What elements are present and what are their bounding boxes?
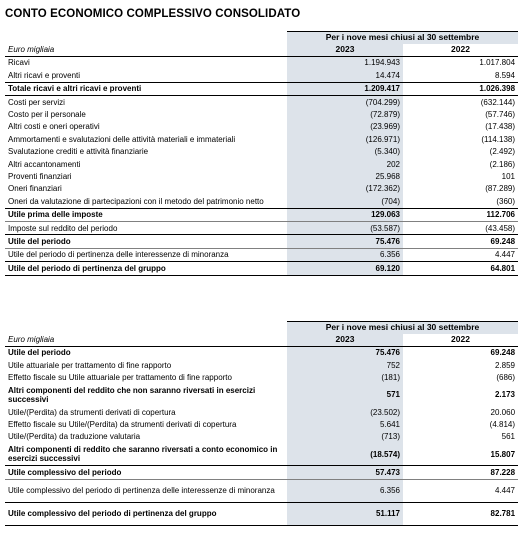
row-label: Altri ricavi e proventi <box>8 70 81 80</box>
row-label: Utile prima delle imposte <box>5 208 287 221</box>
income-statement-table <box>5 31 518 276</box>
row-label: Ricavi <box>8 58 30 68</box>
row-label: Totale ricavi e altri ricavi e proventi <box>5 82 287 95</box>
value-2023: 69.120 <box>287 262 403 275</box>
year-2022-header: 2022 <box>403 334 518 347</box>
year-header-row <box>5 44 518 57</box>
value-2022: 112.706 <box>403 208 518 221</box>
table-row <box>5 96 518 109</box>
value-2023: 571 <box>287 384 403 406</box>
value-2022: 64.801 <box>403 262 518 275</box>
value-2023: (18.574) <box>287 443 403 466</box>
table-row <box>5 479 518 502</box>
row-label: Altri accantonamenti <box>8 159 81 169</box>
value-2022: 1.026.398 <box>403 82 518 95</box>
value-2022: 561 <box>501 432 516 442</box>
value-2023: (72.879) <box>287 109 403 121</box>
year-2022-header: 2022 <box>403 44 518 57</box>
row-label: Effetto fiscale su Utile attuariale per trattamento di fine rapporto <box>8 373 232 383</box>
value-2023: 1.194.943 <box>287 57 403 70</box>
value-2023: (5.340) <box>287 146 403 158</box>
table-row <box>5 372 518 384</box>
value-2023: 51.117 <box>287 502 403 525</box>
value-2022: (2.492) <box>489 147 516 157</box>
unit-label: Euro migliaia <box>5 334 287 347</box>
value-2023: (53.587) <box>287 222 403 235</box>
table-row <box>5 222 518 235</box>
value-2022: (17.438) <box>485 122 516 132</box>
row-label: Utile complessivo del periodo <box>5 466 287 479</box>
value-2022: 20.060 <box>490 407 516 417</box>
table-row <box>5 347 518 360</box>
value-2022: (87.289) <box>485 184 516 194</box>
value-2023: 75.476 <box>287 347 403 360</box>
table-row <box>5 406 518 418</box>
year-header-row <box>5 334 518 347</box>
table-row <box>5 248 518 261</box>
row-label: Svalutazione crediti e attività finanziarie <box>8 147 149 157</box>
row-label: Altri costi e oneri operativi <box>8 122 100 132</box>
value-2022: (57.746) <box>485 110 516 119</box>
table-row <box>5 419 518 431</box>
value-2023: 75.476 <box>287 235 403 248</box>
value-2023: 25.968 <box>287 171 403 183</box>
row-label: Costi per servizi <box>8 97 65 107</box>
value-2023: (23.502) <box>287 406 403 418</box>
total-row <box>5 262 518 275</box>
value-2023: 752 <box>287 359 403 371</box>
table-row <box>5 384 518 406</box>
table-row <box>5 183 518 195</box>
row-label: Utile complessivo del periodo di pertinenza del gruppo <box>5 502 287 525</box>
value-2022: 2.173 <box>494 390 516 400</box>
value-2023: 14.474 <box>287 69 403 82</box>
table-row <box>5 158 518 170</box>
row-label: Utile del periodo di pertinenza delle interessenze di minoranza <box>5 248 287 261</box>
table-row <box>5 443 518 466</box>
row-label: Altri componenti del reddito che non saranno riversati in esercizi successivi <box>8 386 256 405</box>
row-label: Ammortamenti e svalutazioni delle attività materiali e immateriali <box>8 134 236 144</box>
subtotal-row <box>5 235 518 248</box>
value-2023: 1.209.417 <box>287 82 403 95</box>
value-2023: 129.063 <box>287 208 403 221</box>
row-label: Utile del periodo <box>8 348 71 358</box>
value-2022: 69.248 <box>490 348 516 358</box>
year-2023-header: 2023 <box>287 334 403 347</box>
value-2023: (704.299) <box>287 96 403 109</box>
value-2023: 202 <box>287 158 403 170</box>
value-2022: (114.138) <box>481 134 516 144</box>
value-2022: (686) <box>496 373 516 383</box>
period-header: Per i nove mesi chiusi al 30 settembre <box>287 32 518 45</box>
row-label: Utile complessivo del periodo di pertinenza delle interessenze di minoranza <box>5 479 287 502</box>
value-2022: (360) <box>496 196 516 206</box>
row-label: Effetto fiscale su Utile/(Perdita) da strumenti derivati di copertura <box>8 420 237 429</box>
value-2023: (713) <box>287 431 403 443</box>
table-row <box>5 431 518 443</box>
value-2022: (2.186) <box>489 159 516 169</box>
value-2023: (181) <box>287 372 403 384</box>
value-2022: (43.458) <box>403 222 518 235</box>
row-label: Oneri finanziari <box>8 184 62 194</box>
value-2022: (632.144) <box>480 97 516 107</box>
comprehensive-income-table <box>5 321 518 526</box>
row-label: Imposte sul reddito del periodo <box>5 222 287 235</box>
period-header-row <box>5 32 518 45</box>
value-2022: 82.781 <box>403 502 518 525</box>
value-2022: 69.248 <box>403 235 518 248</box>
unit-label: Euro migliaia <box>5 44 287 57</box>
period-header-row <box>5 322 518 335</box>
subtotal-row <box>5 466 518 479</box>
table-row <box>5 69 518 82</box>
table-row <box>5 57 518 70</box>
value-2022: 101 <box>501 171 516 181</box>
table-row <box>5 133 518 145</box>
value-2022: (4.814) <box>489 420 516 429</box>
value-2023: (704) <box>287 195 403 208</box>
value-2023: 5.641 <box>287 419 403 431</box>
year-2023-header: 2023 <box>287 44 403 57</box>
value-2023: 6.356 <box>287 248 403 261</box>
value-2022: 1.017.804 <box>479 58 516 68</box>
subtotal-row <box>5 208 518 221</box>
value-2023: (23.969) <box>287 121 403 133</box>
row-label: Altri componenti di reddito che saranno riversati a conto economico in esercizi successivi <box>8 445 278 464</box>
value-2022: 8.594 <box>494 70 516 80</box>
value-2022: 4.447 <box>403 479 518 502</box>
value-2023: 57.473 <box>287 466 403 479</box>
row-label: Utile del periodo <box>5 235 287 248</box>
total-row <box>5 502 518 525</box>
row-label: Oneri da valutazione di partecipazioni con il metodo del patrimonio netto <box>8 196 264 206</box>
value-2022: 15.807 <box>490 449 516 459</box>
value-2023: 6.356 <box>287 479 403 502</box>
period-header: Per i nove mesi chiusi al 30 settembre <box>287 322 518 335</box>
row-label: Utile/(Perdita) da traduzione valutaria <box>8 432 141 442</box>
value-2022: 87.228 <box>403 466 518 479</box>
row-label: Utile/(Perdita) da strumenti derivati di copertura <box>8 407 176 417</box>
row-label: Utile del periodo di pertinenza del gruppo <box>5 262 287 275</box>
value-2023: (172.362) <box>287 183 403 195</box>
table-row <box>5 109 518 121</box>
table-row <box>5 146 518 158</box>
value-2022: 4.447 <box>403 248 518 261</box>
value-2023: (126.971) <box>287 133 403 145</box>
table-row <box>5 121 518 133</box>
value-2022: 2.859 <box>494 360 516 370</box>
table-row <box>5 359 518 371</box>
table-row <box>5 195 518 208</box>
row-label: Proventi finanziari <box>8 171 72 181</box>
row-label: Costo per il personale <box>8 110 86 119</box>
statement-title: CONTO ECONOMICO COMPLESSIVO CONSOLIDATO <box>5 8 301 20</box>
table-row <box>5 171 518 183</box>
total-row <box>5 82 518 95</box>
row-label: Utile attuariale per trattamento di fine rapporto <box>8 360 172 370</box>
